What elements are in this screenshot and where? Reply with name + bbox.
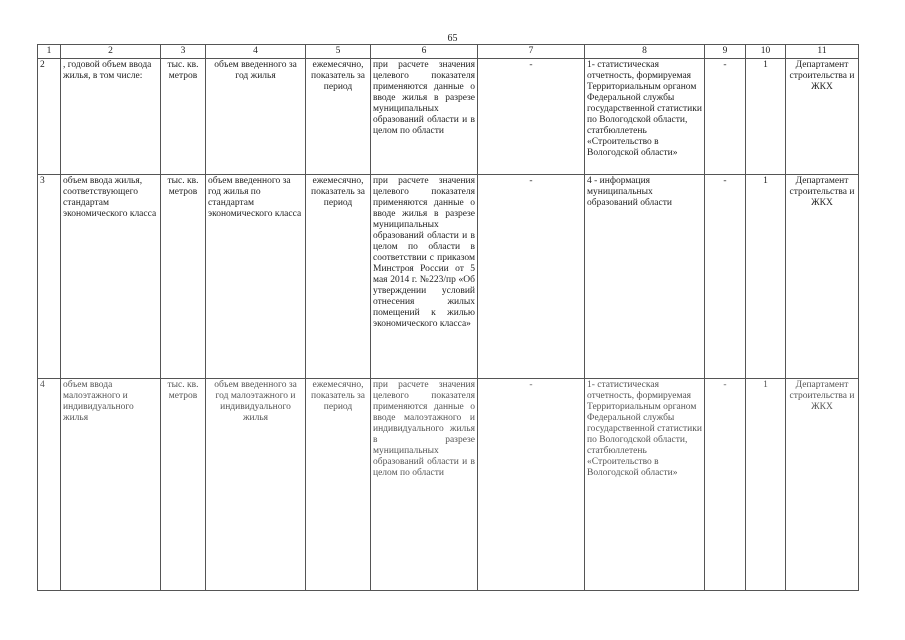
periodicity: ежемесячно, показатель за период (306, 379, 371, 591)
indicator-table (37, 44, 859, 591)
indicator-name: объем ввода жилья, соответствующего стандартам экономического класса (61, 175, 161, 379)
header-cell: 5 (306, 45, 371, 59)
data-source: 4 - информация муниципальных образований области (585, 175, 705, 379)
data-source: 1- статистическая отчетность, формируемая Территориальным органом Федеральной службы государственной статистики по Вологодской области, статбюллетень «Строительство в Вологодской области» (585, 59, 705, 175)
coverage: 1 (746, 379, 786, 591)
row-number: 4 (38, 379, 61, 591)
indicator-name: объем ввода малоэтажного и индивидуального жилья (61, 379, 161, 591)
table-row (38, 379, 859, 591)
unit: тыс. кв. метров (161, 379, 206, 591)
row-number: 3 (38, 175, 61, 379)
unit: тыс. кв. метров (161, 59, 206, 175)
header-cell: 8 (585, 45, 705, 59)
table-row (38, 59, 859, 175)
definition: объем введенного за год малоэтажного и индивидуального жилья (206, 379, 306, 591)
coverage: 1 (746, 59, 786, 175)
header-cell: 1 (38, 45, 61, 59)
calculation-method: при расчете значения целевого показателя применяются данные о вводе жилья в разрезе муниципальных образований области и в целом по области в соответствии с приказом Минстроя России от 5 мая 2014 г. №223/пр «Об утверждении условий отнесения жилых помещений к жилью экономического класса» (371, 175, 478, 379)
calculation-method: при расчете значения целевого показателя применяются данные о вводе малоэтажного и индивидуального жилья в разрезе муниципальных образований области и в целом по области (371, 379, 478, 591)
header-cell: 6 (371, 45, 478, 59)
base-indicators: - (478, 59, 585, 175)
header-cell: 9 (705, 45, 746, 59)
data-source: 1- статистическая отчетность, формируемая Территориальным органом Федеральной службы государственной статистики по Вологодской области, статбюллетень «Строительство в Вологодской области» (585, 379, 705, 591)
base-indicators: - (478, 175, 585, 379)
table-row (38, 175, 859, 379)
responsible: Департамент строительства и ЖКХ (786, 379, 859, 591)
unit: тыс. кв. метров (161, 175, 206, 379)
definition: объем введенного за год жилья (206, 59, 306, 175)
responsible: Департамент строительства и ЖКХ (786, 175, 859, 379)
header-cell: 10 (746, 45, 786, 59)
coverage: 1 (746, 175, 786, 379)
definition: объем введенного за год жилья по стандартам экономического класса (206, 175, 306, 379)
row-number: 2 (38, 59, 61, 175)
header-cell: 7 (478, 45, 585, 59)
responsible: Департамент строительства и ЖКХ (786, 59, 859, 175)
calculation-method: при расчете значения целевого показателя применяются данные о вводе жилья в разрезе муниципальных образований области и в целом по области (371, 59, 478, 175)
table-header-row (38, 45, 859, 59)
header-cell: 3 (161, 45, 206, 59)
periodicity: ежемесячно, показатель за период (306, 59, 371, 175)
observation-unit: - (705, 379, 746, 591)
header-cell: 2 (61, 45, 161, 59)
periodicity: ежемесячно, показатель за период (306, 175, 371, 379)
header-cell: 4 (206, 45, 306, 59)
indicator-name: , годовой объем ввода жилья, в том числе: (61, 59, 161, 175)
observation-unit: - (705, 175, 746, 379)
page-number: 65 (447, 33, 458, 44)
header-cell: 11 (786, 45, 859, 59)
base-indicators: - (478, 379, 585, 591)
observation-unit: - (705, 59, 746, 175)
